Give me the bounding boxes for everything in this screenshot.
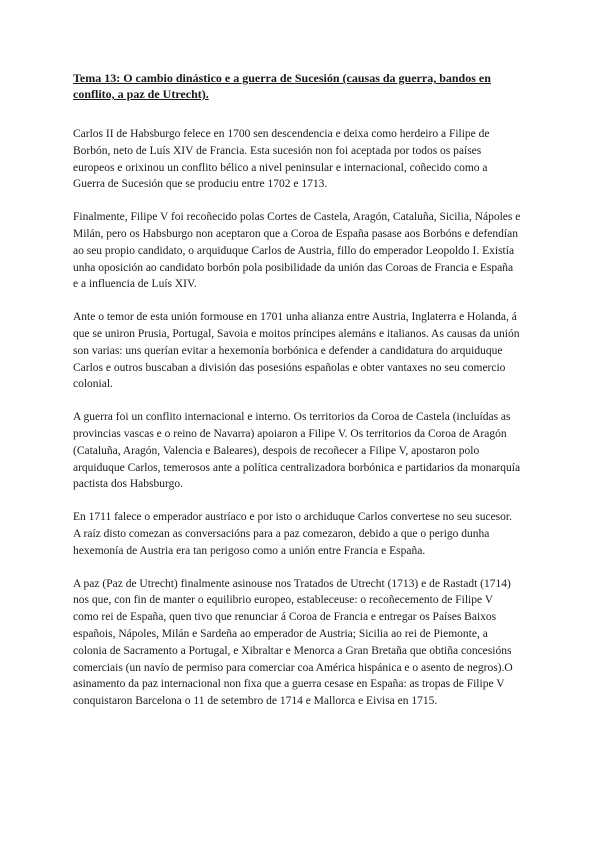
document-page: [73, 70, 521, 726]
paragraph-5: En 1711 falece o emperador austríaco e por isto o archiduque Carlos convertese no seu sucesor. A raíz disto comezan as conversacións para a paz comezaron, debido a que o perigo dunha hexemonía de Austria era tan perigoso como a unión entre Francia e España.: [73, 511, 512, 557]
paragraph-4: A guerra foi un conflito internacional e interno. Os territorios da Coroa de Castela (incluídas as provincias vascas e o reino de Navarra) apoiaron a Filipe V. Os territorios da Coroa de Aragón (Cataluña, Aragón, Valencia e Baleares), despois de recoñecer a Filipe V, apostaron polo arquiduque Carlos, temerosos ante a política centralizadora borbónica e partidarios da monarquía pactista dos Habsburgo.: [73, 411, 521, 491]
paragraph-6: A paz (Paz de Utrecht) finalmente asinouse nos Tratados de Utrecht (1713) e de Rastadt (1714) nos que, con fin de manter o equilibrio europeo, estableceuse: o recoñecemento de Filipe V como rei de España, quen tivo que renunciar á Coroa de Francia e entregar os Países Baixos españois, Nápoles, Milán e Sardeña ao emperador de Austria; Sicilia ao rei de Piemonte, a colonia de Sacramento a Portugal, e Xibraltar e Menorca a Gran Bretaña que obtiña concesións comerciais (un navío de permiso para comerciar coa América hispánica e o asento de negros).O asinamento da paz internacional non fixa que a guerra cesase en España: as tropas de Filipe V conquistaron Barcelona o 11 de setembro de 1714 e Mallorca e Eivisa en 1715.: [73, 577, 513, 708]
paragraph-2: Finalmente, Filipe V foi recoñecido polas Cortes de Castela, Aragón, Cataluña, Sicilia, Nápoles e Milán, pero os Habsburgo non aceptaron que a Coroa de España pasase aos Borbóns e defendían ao seu propio candidato, o arquiduque Carlos de Austria, fillo do emperador Leopoldo I. Existía unha oposición ao candidato borbón pola posibilidade da unión das Coroas de Francia e España e a influencia de Luís XIV.: [73, 211, 521, 291]
document-title: Tema 13: O cambio dinástico e a guerra de Sucesión (causas da guerra, bandos en conflito, a paz de Utrecht).: [73, 71, 491, 101]
paragraph-1: Carlos II de Habsburgo felece en 1700 sen descendencia e deixa como herdeiro a Filipe de Borbón, neto de Luís XIV de Francia. Esta sucesión non foi aceptada por todos os países europeos e orixinou un conflito bélico a nivel peninsular e internacional, coñecido como a Guerra de Sucesión que se produciu entre 1702 e 1713.: [73, 128, 490, 191]
paragraph-3: Ante o temor de esta unión formouse en 1701 unha alianza entre Austria, Inglaterra e Holanda, á que se uniron Prusia, Portugal, Savoia e moitos príncipes alemáns e italianos. As causas da unión son varias: uns querían evitar a hexemonía borbónica e defender a candidatura do arquiduque Carlos e outros buscaban a división das posesións españolas e obter vantaxes no seu comercio colonial.: [73, 311, 520, 391]
